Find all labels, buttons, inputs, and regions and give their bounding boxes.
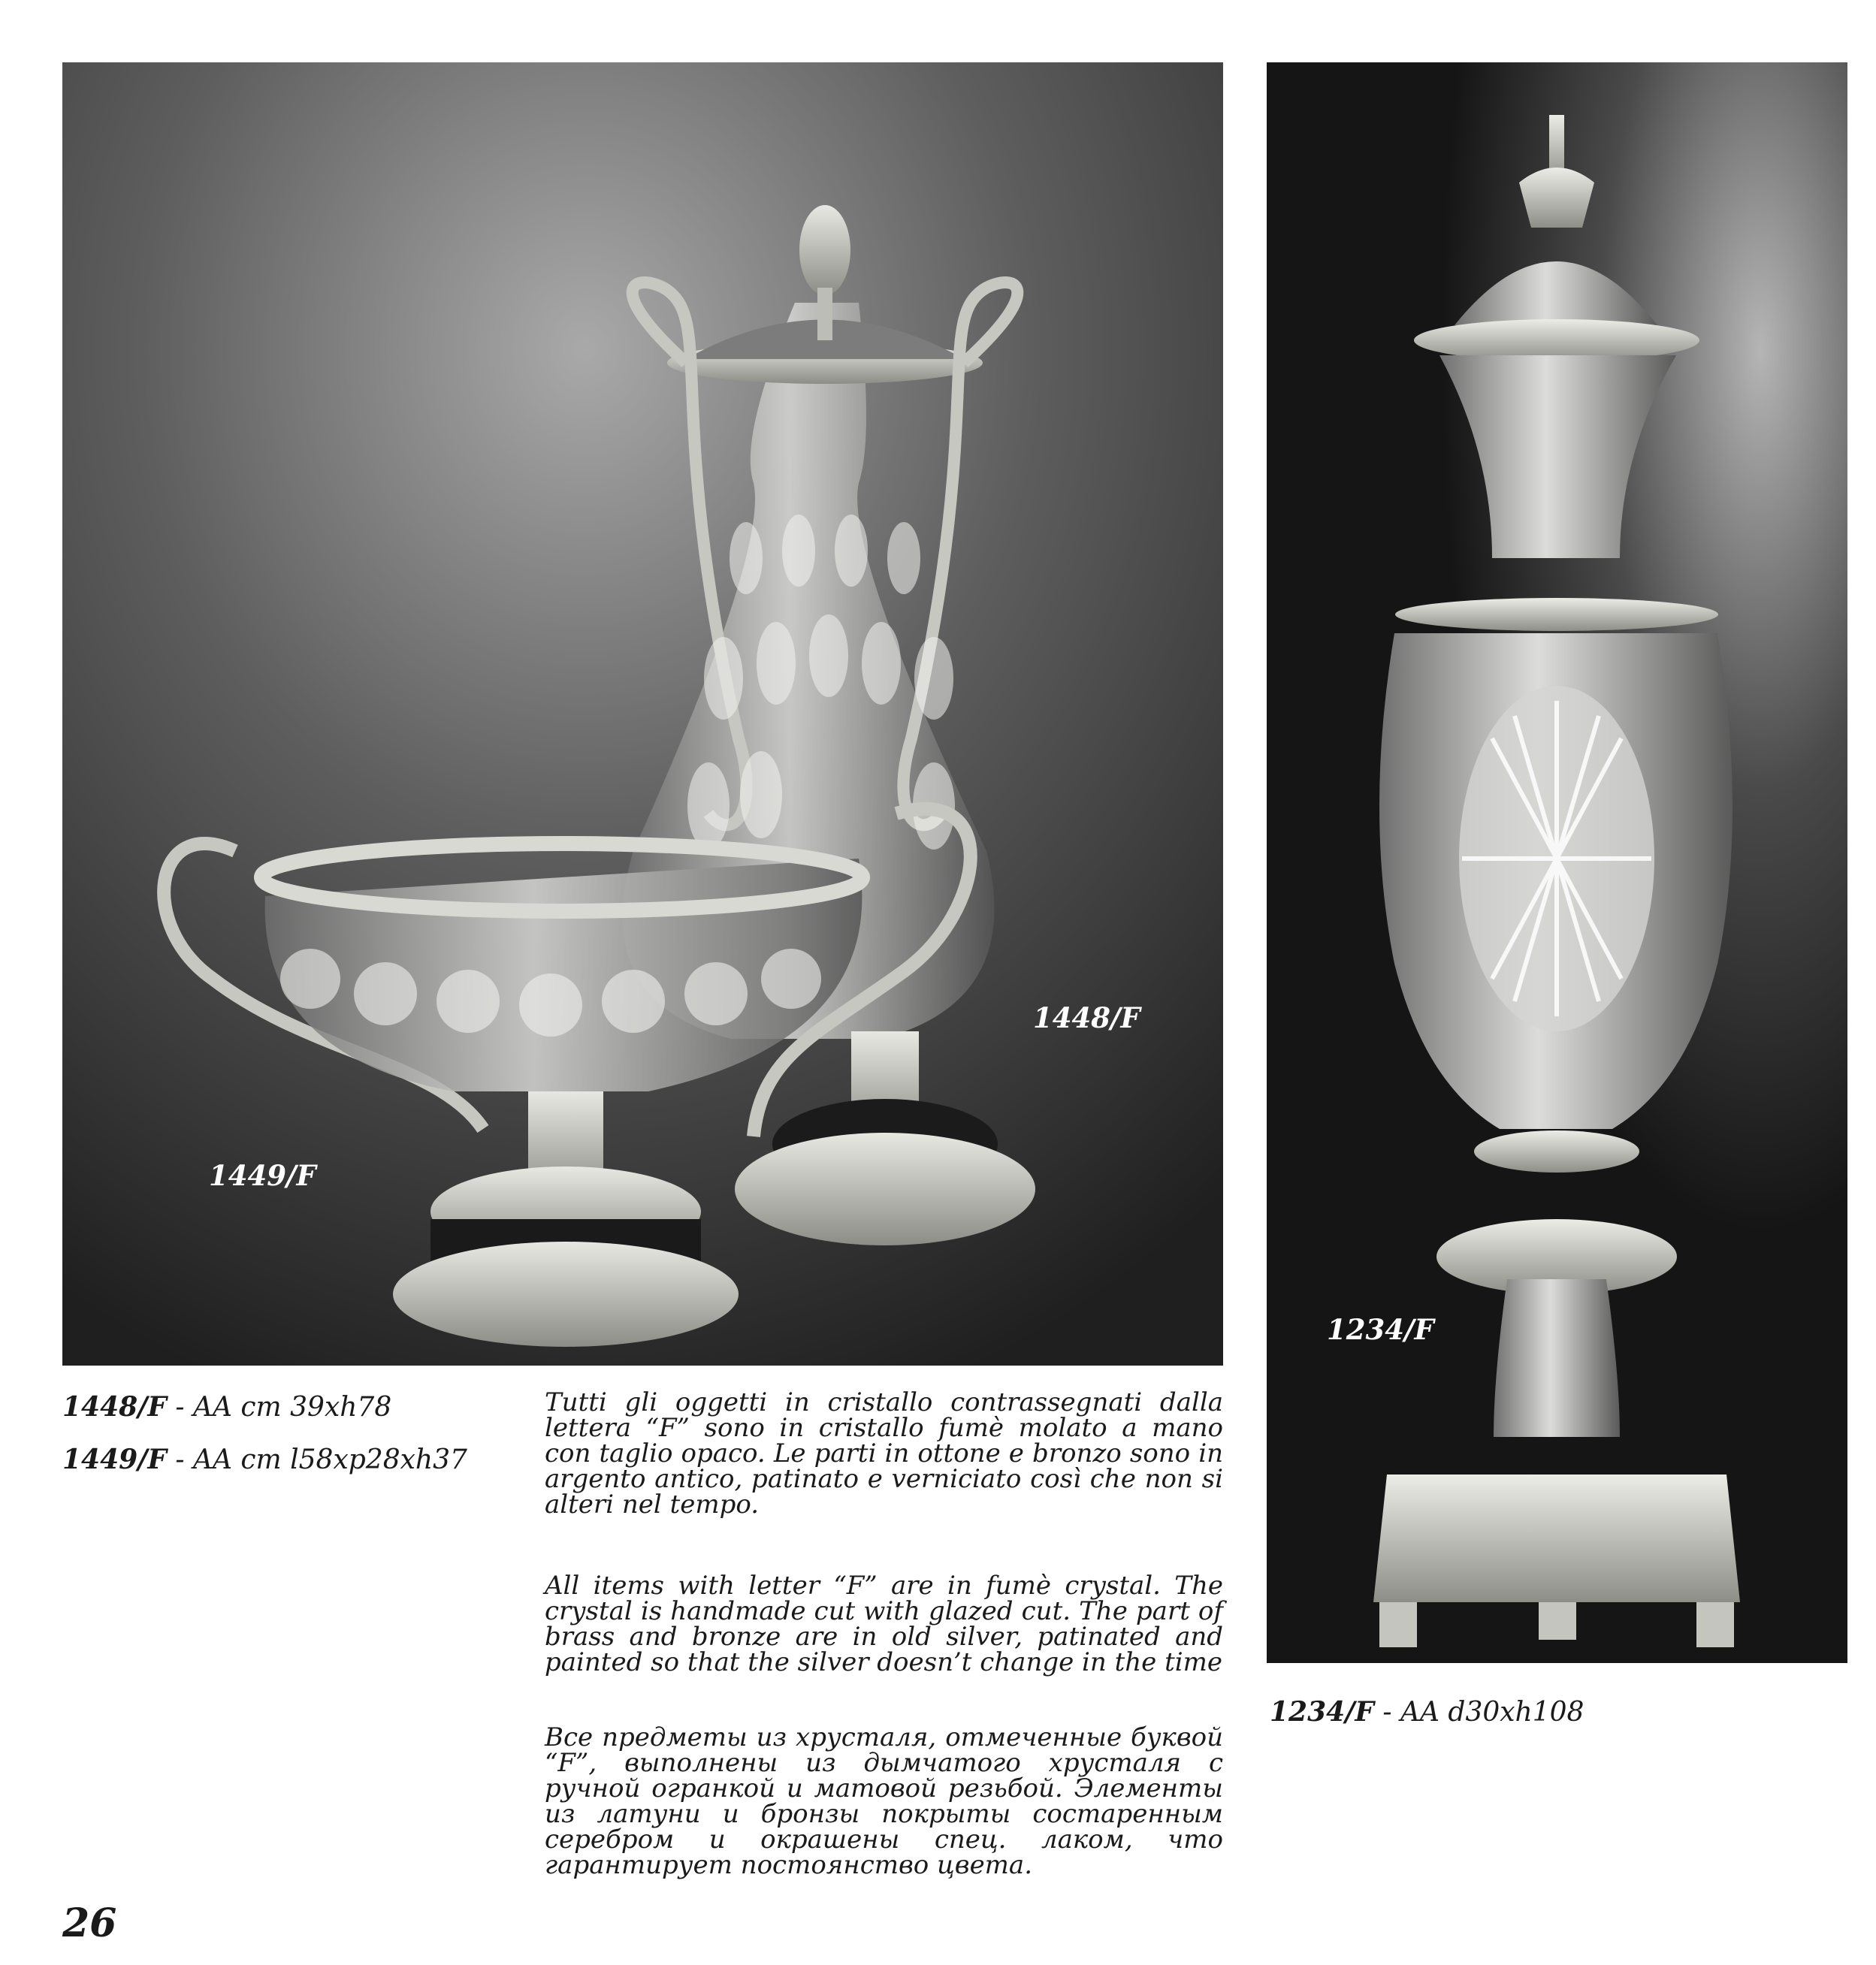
description-italian: Tutti gli oggetti in cristallo contrassegnati dalla lettera “F” sono in cristallo fumè molato a mano con taglio opaco. Le parti in ottone e bronzo sono in argento antico, patinato e verniciato così che non si alteri nel tempo. xyxy=(545,1387,1223,1520)
spec-details: - AA cm l58xp28xh37 xyxy=(166,1444,467,1475)
photo-urn-illustration xyxy=(1267,62,1847,1663)
spec-details: - AA cm 39xh78 xyxy=(166,1392,392,1423)
spec-line-1449 xyxy=(62,1444,467,1475)
spec-line-1448 xyxy=(62,1391,391,1423)
spec-details: - AA d30xh108 xyxy=(1373,1697,1584,1728)
spec-code: 1448/F xyxy=(62,1391,167,1423)
product-photo-urn xyxy=(1267,62,1847,1663)
page-number: 26 xyxy=(62,1900,117,1946)
spec-code: 1234/F xyxy=(1270,1696,1374,1728)
product-photo-vase-and-bowl xyxy=(62,62,1223,1366)
spec-code: 1449/F xyxy=(62,1444,167,1475)
description-english: All items with letter “F” are in fumè crystal. The crystal is handmade cut with glazed cut. The part of brass and bronze are in old silver, patinated and painted so that the silver doesn’t change in the time xyxy=(545,1571,1223,1677)
photo-label-1448: 1448/F xyxy=(1033,1001,1140,1034)
spec-line-1234 xyxy=(1270,1696,1584,1728)
photo-label-1449: 1449/F xyxy=(209,1159,316,1192)
photo-label-1234: 1234/F xyxy=(1327,1313,1434,1346)
description-russian: Все предметы из хрусталя, отмеченные буквой “F”, выполнены из дымчатого хрусталя с ручной огранкой и матовой резьбой. Элементы из латуни и бронзы покрыты состаренным серебром и окрашены спец. лаком, что гарантирует постоянство цвета. xyxy=(545,1722,1223,1880)
